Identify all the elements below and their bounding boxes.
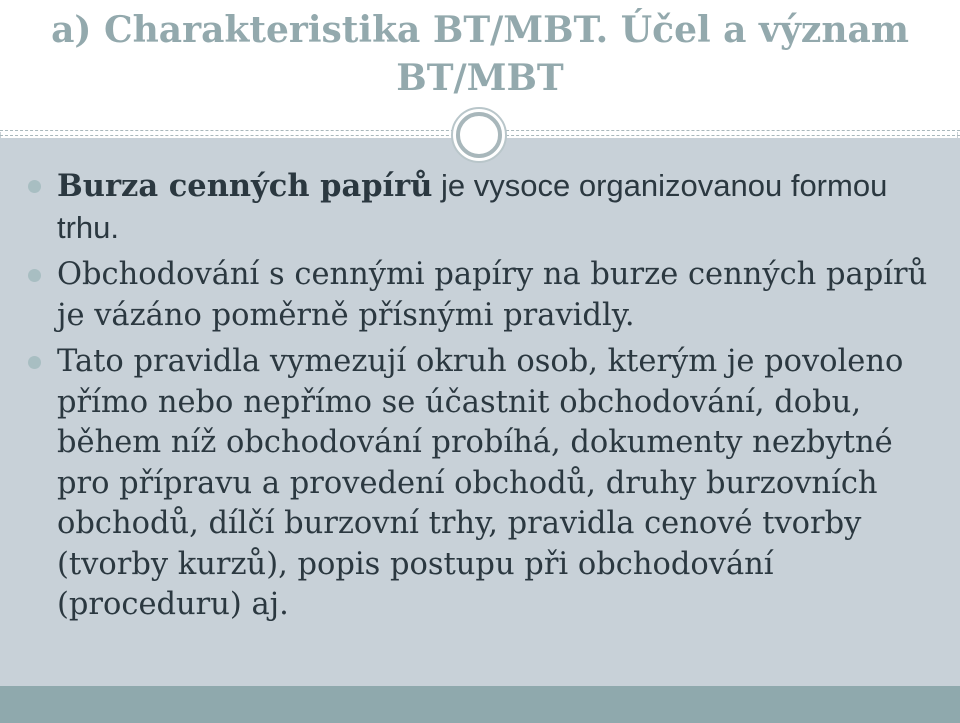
bullet-item-2	[0, 255, 960, 336]
bullet-dot-icon	[28, 269, 41, 282]
bullet-item-1	[0, 166, 960, 249]
bullet-dot-icon	[28, 180, 41, 193]
circle-ornament-icon	[450, 106, 508, 164]
bullet-text: Obchodování s cennými papíry na burze cenných papírů je vázáno poměrně přísnými pravidly.	[57, 257, 928, 333]
footer-bar	[0, 686, 960, 723]
bullet-text: je vysoce organizovanou formou trhu.	[57, 168, 888, 245]
bullet-dot-icon	[28, 356, 41, 369]
bullet-item-3	[0, 342, 960, 626]
bullet-bold-term: Burza cenných papírů	[57, 168, 433, 204]
bullet-text: Tato pravidla vymezují okruh osob, kterým je povoleno přímo nebo nepřímo se účastnit obchodování, dobu, během níž obchodování probíhá, dokumenty nezbytné pro přípravu a provedení obchodů, druhy burzovních obchodů, dílčí burzovní trhy, pravidla cenové tvorby (tvorby kurzů), popis postupu při obchodování (proceduru) aj.	[57, 344, 904, 622]
slide-title: a) Charakteristika BT/MBT. Účel a význam BT/MBT	[51, 9, 909, 99]
bullet-list	[0, 166, 960, 632]
